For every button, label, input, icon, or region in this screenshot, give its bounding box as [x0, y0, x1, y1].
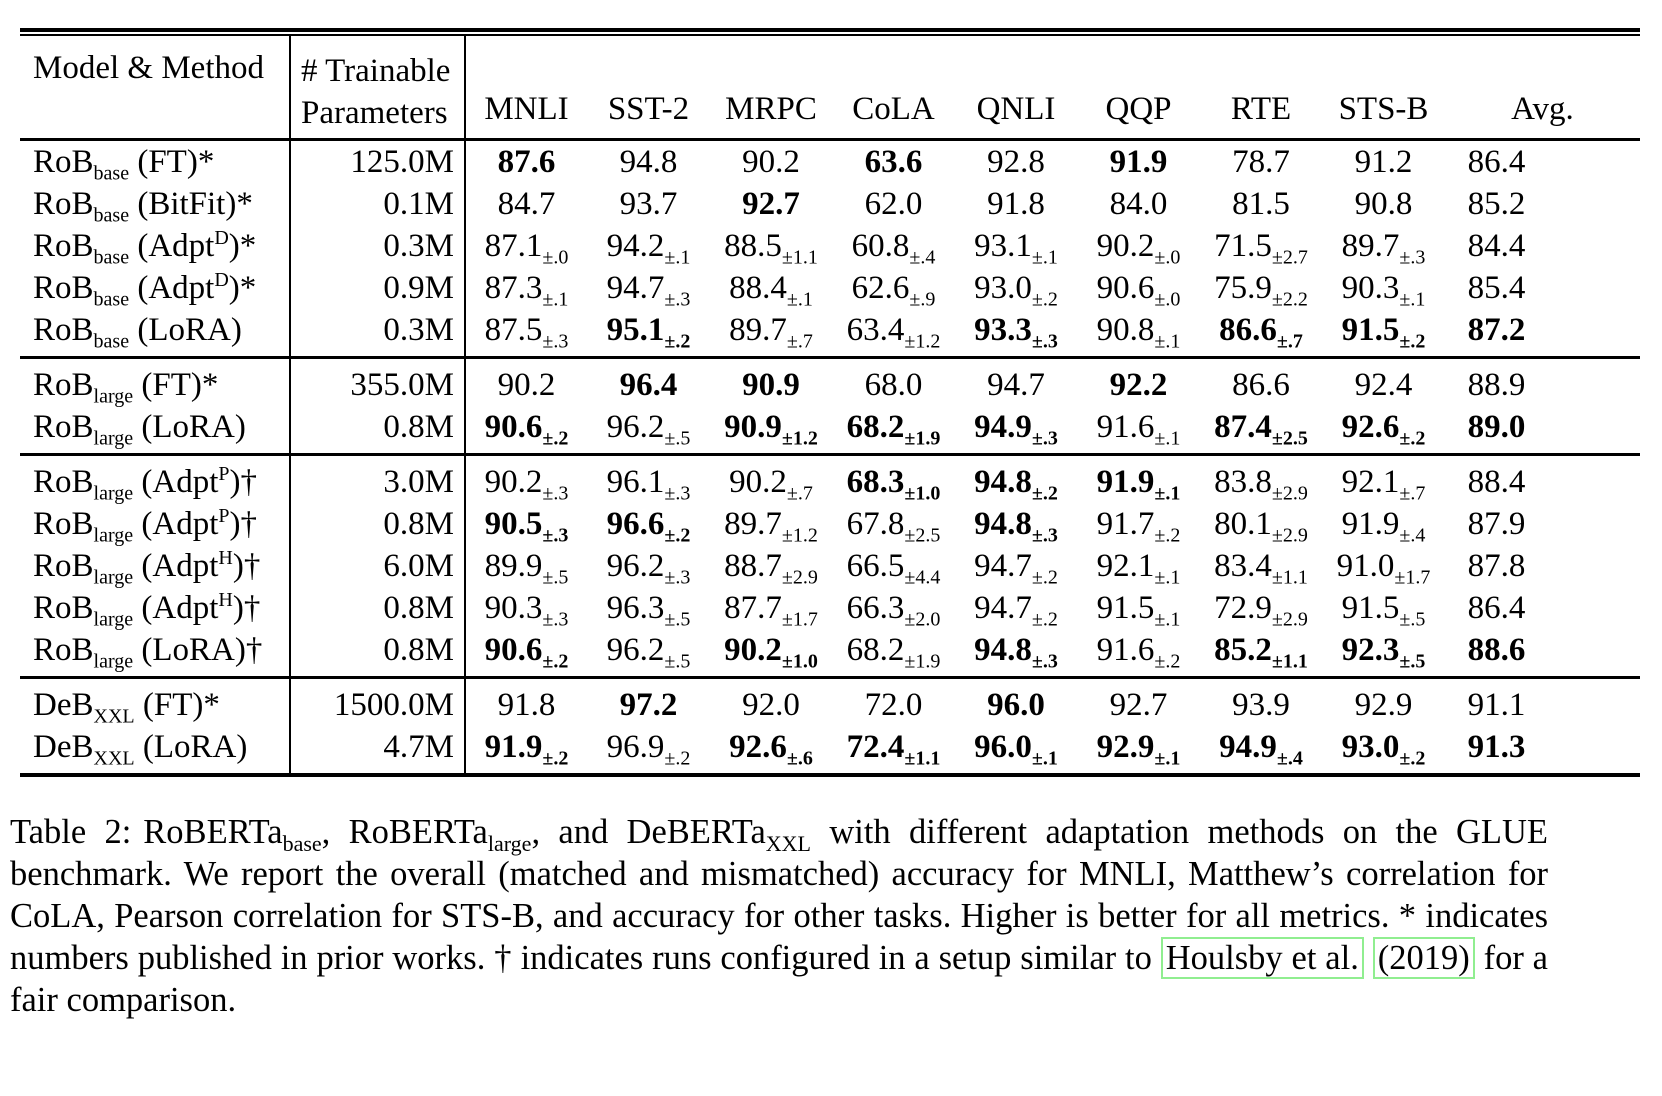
header-row	[20, 36, 1640, 140]
metric-value-cell: $90.8_{\pm.1}$	[1096, 311, 1181, 353]
citation-link-houlsby[interactable]: Houlsby et al.	[1161, 937, 1364, 979]
model-method-cell: RoB$_{large}$ (Adpt$^P$)†	[20, 503, 290, 545]
metric-value-cell: 91.1	[1445, 678, 1640, 727]
metric-value-cell: $93.0_{\pm.2}$	[1341, 728, 1426, 770]
header-metric-qqp: QQP	[1077, 36, 1200, 140]
header-metric-stsb: STS-B	[1322, 36, 1445, 140]
model-method-cell: RoB$_{base}$ (LoRA)	[20, 309, 290, 358]
header-params-line1: # Trainable	[301, 53, 451, 89]
metric-value-cell: $92.6_{\pm.2}$	[1341, 408, 1426, 450]
table-row	[20, 629, 1640, 678]
metric-value-cell: $94.8_{\pm.3}$	[974, 631, 1058, 673]
metric-value-cell: $91.6_{\pm.1}$	[1096, 408, 1181, 450]
metric-value-cell: 92.2	[1077, 358, 1200, 407]
table-row	[20, 267, 1640, 309]
metric-value-cell: $83.4_{\pm 1.1}$	[1214, 547, 1308, 589]
caption-text: for a fair comparison.	[10, 939, 1548, 1019]
metric-value-cell: $89.7_{\pm.3}$	[1341, 227, 1426, 269]
metric-value-cell: $91.6_{\pm.2}$	[1096, 631, 1181, 673]
metric-value-cell: 92.7	[742, 185, 800, 222]
metric-value-cell: $80.1_{\pm 2.9}$	[1214, 505, 1308, 547]
metric-value-cell: $91.9_{\pm.4}$	[1341, 505, 1426, 547]
table-row	[20, 406, 1640, 455]
header-metric-sst2: SST-2	[587, 36, 710, 140]
metric-value-cell: 85.2	[1467, 185, 1526, 222]
metric-value-cell: $91.9_{\pm.2}$	[484, 728, 569, 770]
metric-value-cell: 84.7	[497, 185, 556, 222]
metric-value-cell: $68.2_{\pm 1.9}$	[846, 408, 941, 450]
metric-value-cell: $94.7_{\pm.2}$	[974, 589, 1058, 631]
metric-value-cell: 92.8	[987, 143, 1045, 180]
model-method-cell: RoB$_{base}$ (Adpt$^D$)*	[20, 267, 290, 309]
table-row	[20, 309, 1640, 358]
trainable-params-cell: 0.8M	[290, 503, 465, 545]
metric-value-cell: 89.0	[1467, 408, 1526, 445]
metric-value-cell: $90.9_{\pm 1.2}$	[724, 408, 818, 450]
metric-value-cell: 86.6	[1200, 358, 1322, 407]
model-method-cell: DeB$_{XXL}$ (LoRA)	[20, 726, 290, 775]
metric-value-cell: $96.0_{\pm.1}$	[974, 728, 1058, 770]
model-method-cell: RoB$_{large}$ (Adpt$^P$)†	[20, 455, 290, 504]
citation-link-2019[interactable]: (2019)	[1373, 937, 1475, 979]
metric-value-cell: 72.0	[832, 678, 955, 727]
model-method-cell: RoB$_{large}$ (Adpt$^H$)†	[20, 545, 290, 587]
metric-value-cell: $89.7_{\pm.7}$	[729, 311, 813, 353]
metric-value-cell: 63.6	[864, 143, 923, 180]
metric-value-cell: 92.7	[1077, 678, 1200, 727]
metric-value-cell: 87.6	[497, 143, 556, 180]
header-params-line2: Parameters	[301, 95, 448, 131]
caption-text: with different adaptation methods on the GLUE benchmark. We report the overall (matched and mismatched) accuracy for MNLI, Matthew’s correlation for CoLA, Pearson correlation for STS-B, and accuracy for other tasks. Higher is better for all metrics. * indicates numbers published in prior works. † indicates runs configured in a setup similar to	[10, 813, 1548, 977]
metric-value-cell: $91.5_{\pm.2}$	[1341, 311, 1426, 353]
metric-value-cell: 84.4	[1467, 227, 1526, 264]
metric-value-cell: $96.2_{\pm.3}$	[606, 547, 691, 589]
metric-value-cell: $66.5_{\pm 4.4}$	[846, 547, 941, 589]
model-method-cell: RoB$_{base}$ (FT)*	[20, 140, 290, 184]
metric-value-cell: $71.5_{\pm 2.7}$	[1214, 227, 1308, 269]
trainable-params-cell: 0.8M	[290, 587, 465, 629]
table-caption	[10, 811, 1548, 1021]
metric-value-cell: 90.8	[1354, 185, 1413, 222]
metric-value-cell: $67.8_{\pm 2.5}$	[846, 505, 941, 547]
metric-value-cell: $90.6_{\pm.2}$	[484, 408, 569, 450]
metric-value-cell: $87.1_{\pm.0}$	[484, 227, 569, 269]
metric-value-cell: $72.9_{\pm 2.9}$	[1214, 589, 1308, 631]
metric-value-cell: $63.4_{\pm 1.2}$	[846, 311, 941, 353]
metric-value-cell: 91.2	[1354, 143, 1413, 180]
metric-value-cell: $91.0_{\pm 1.7}$	[1336, 547, 1431, 589]
trainable-params-cell: 0.3M	[290, 225, 465, 267]
metric-value-cell: $68.3_{\pm 1.0}$	[832, 455, 955, 504]
metric-value-cell: $93.3_{\pm.3}$	[974, 311, 1058, 353]
metric-value-cell: 91.9	[1109, 143, 1168, 180]
table-row	[20, 678, 1640, 727]
metric-value-cell: $96.3_{\pm.5}$	[606, 589, 691, 631]
metric-value-cell: $88.4_{\pm.1}$	[729, 269, 813, 311]
model-method-cell: RoB$_{large}$ (FT)*	[20, 358, 290, 407]
table-row	[20, 140, 1640, 184]
metric-value-cell: $93.0_{\pm.2}$	[974, 269, 1058, 311]
model-method-cell: RoB$_{large}$ (LoRA)	[20, 406, 290, 455]
header-metric-qnli: QNLI	[955, 36, 1077, 140]
trainable-params-cell: 4.7M	[290, 726, 465, 775]
metric-value-cell: $60.8_{\pm.4}$	[851, 227, 936, 269]
metric-value-cell: 81.5	[1232, 185, 1290, 222]
table-row	[20, 358, 1640, 407]
model-method-cell: RoB$_{base}$ (BitFit)*	[20, 183, 290, 225]
metric-value-cell: $66.3_{\pm 2.0}$	[846, 589, 941, 631]
metric-value-cell: 96.4	[587, 358, 710, 407]
table-row	[20, 503, 1640, 545]
table-row	[20, 587, 1640, 629]
trainable-params-cell: 3.0M	[290, 455, 465, 504]
model-method-cell: RoB$_{large}$ (LoRA)†	[20, 629, 290, 678]
trainable-params-cell: 355.0M	[290, 358, 465, 407]
metric-value-cell: $90.3_{\pm.1}$	[1341, 269, 1426, 311]
metric-value-cell: $75.9_{\pm 2.2}$	[1214, 269, 1308, 311]
metric-value-cell: $68.2_{\pm 1.9}$	[846, 631, 941, 673]
paper-page	[0, 28, 1662, 1096]
metric-value-cell: 94.7	[955, 358, 1077, 407]
metric-value-cell: $87.7_{\pm 1.7}$	[724, 589, 818, 631]
metric-value-cell: $87.3_{\pm.1}$	[484, 269, 569, 311]
metric-value-cell: 88.4	[1445, 455, 1640, 504]
header-metric-mrpc: MRPC	[710, 36, 832, 140]
metric-value-cell: $92.9_{\pm.1}$	[1096, 728, 1181, 770]
table-row	[20, 183, 1640, 225]
metric-value-cell: $62.6_{\pm.9}$	[851, 269, 936, 311]
metric-value-cell: $91.5_{\pm.5}$	[1341, 589, 1426, 631]
metric-value-cell: 91.3	[1467, 728, 1526, 765]
metric-value-cell: $94.9_{\pm.4}$	[1219, 728, 1303, 770]
metric-value-cell: $87.5_{\pm.3}$	[484, 311, 569, 353]
metric-value-cell: 97.2	[587, 678, 710, 727]
metric-value-cell: 93.9	[1200, 678, 1322, 727]
metric-value-cell: $96.6_{\pm.2}$	[606, 505, 691, 547]
metric-value-cell: 96.0	[955, 678, 1077, 727]
metric-value-cell: $91.5_{\pm.1}$	[1096, 589, 1181, 631]
trainable-params-cell: 0.8M	[290, 406, 465, 455]
metric-value-cell: $91.9_{\pm.1}$	[1077, 455, 1200, 504]
metric-value-cell: $88.7_{\pm 2.9}$	[724, 547, 818, 589]
metric-value-cell: $90.6_{\pm.0}$	[1096, 269, 1181, 311]
metric-value-cell: $92.1_{\pm.7}$	[1322, 455, 1445, 504]
trainable-params-cell: 0.3M	[290, 309, 465, 358]
glue-results-table	[20, 36, 1640, 777]
caption-text: , and DeBERTa	[531, 813, 766, 851]
metric-value-cell: $90.2_{\pm.0}$	[1096, 227, 1181, 269]
metric-value-cell: $94.8_{\pm.2}$	[955, 455, 1077, 504]
header-metric-rte: RTE	[1200, 36, 1322, 140]
metric-value-cell: $96.2_{\pm.5}$	[606, 631, 691, 673]
metric-value-cell: $94.9_{\pm.3}$	[974, 408, 1058, 450]
metric-value-cell: 87.2	[1467, 311, 1526, 348]
metric-value-cell: $88.5_{\pm 1.1}$	[724, 227, 818, 269]
metric-value-cell: 90.2	[742, 143, 800, 180]
metric-value-cell: 85.4	[1467, 269, 1526, 306]
metric-value-cell: $96.1_{\pm.3}$	[587, 455, 710, 504]
metric-value-cell: $94.7_{\pm.2}$	[974, 547, 1058, 589]
metric-value-cell: $95.1_{\pm.2}$	[606, 311, 691, 353]
caption-sub-base: base	[282, 830, 322, 856]
metric-value-cell: 93.7	[619, 185, 678, 222]
metric-value-cell: 86.4	[1467, 589, 1526, 626]
metric-value-cell: 78.7	[1232, 143, 1290, 180]
caption-text: , RoBERTa	[321, 813, 488, 851]
metric-value-cell: $91.7_{\pm.2}$	[1096, 505, 1181, 547]
metric-value-cell: 68.0	[832, 358, 955, 407]
metric-value-cell: $90.2_{\pm.3}$	[465, 455, 587, 504]
caption-sub-large: large	[487, 830, 532, 856]
metric-value-cell: $90.5_{\pm.3}$	[484, 505, 569, 547]
metric-value-cell: $92.1_{\pm.1}$	[1096, 547, 1181, 589]
metric-value-cell: $92.6_{\pm.6}$	[729, 728, 813, 770]
table-row	[20, 455, 1640, 504]
caption-text: RoBERTa	[143, 813, 283, 851]
metric-value-cell: 87.9	[1467, 505, 1526, 542]
metric-value-cell: 84.0	[1109, 185, 1168, 222]
metric-value-cell: 88.6	[1467, 631, 1526, 668]
caption-sub-xxl: XXL	[765, 830, 811, 856]
caption-label: Table 2:	[10, 813, 132, 851]
metric-value-cell: 92.0	[710, 678, 832, 727]
metric-value-cell: $87.4_{\pm 2.5}$	[1214, 408, 1308, 450]
trainable-params-cell: 0.9M	[290, 267, 465, 309]
table-row	[20, 726, 1640, 775]
metric-value-cell: $89.7_{\pm 1.2}$	[724, 505, 818, 547]
metric-value-cell: 92.4	[1322, 358, 1445, 407]
metric-value-cell: $90.2_{\pm 1.0}$	[724, 631, 818, 673]
header-metric-mnli: MNLI	[465, 36, 587, 140]
results-table-block	[20, 28, 1640, 777]
metric-value-cell: $90.6_{\pm.2}$	[484, 631, 569, 673]
trainable-params-cell: 125.0M	[290, 140, 465, 184]
metric-value-cell: $94.2_{\pm.1}$	[606, 227, 691, 269]
metric-value-cell: $72.4_{\pm 1.1}$	[846, 728, 941, 770]
metric-value-cell: 94.8	[619, 143, 678, 180]
header-metric-avg: Avg.	[1445, 36, 1640, 140]
metric-value-cell: $86.6_{\pm.7}$	[1219, 311, 1303, 353]
metric-value-cell: $94.8_{\pm.3}$	[974, 505, 1058, 547]
metric-value-cell: 92.9	[1322, 678, 1445, 727]
trainable-params-cell: 0.1M	[290, 183, 465, 225]
caption-text	[1364, 939, 1373, 977]
metric-value-cell: 91.8	[987, 185, 1045, 222]
header-metric-cola: CoLA	[832, 36, 955, 140]
trainable-params-cell: 1500.0M	[290, 678, 465, 727]
table-top-rule-thick	[20, 28, 1640, 32]
table-row	[20, 225, 1640, 267]
metric-value-cell: $94.7_{\pm.3}$	[606, 269, 691, 311]
metric-value-cell: 91.8	[465, 678, 587, 727]
metric-value-cell: $96.2_{\pm.5}$	[606, 408, 691, 450]
model-method-cell: RoB$_{large}$ (Adpt$^H$)†	[20, 587, 290, 629]
model-method-cell: RoB$_{base}$ (Adpt$^D$)*	[20, 225, 290, 267]
metric-value-cell: 86.4	[1467, 143, 1526, 180]
metric-value-cell: $93.1_{\pm.1}$	[974, 227, 1058, 269]
metric-value-cell: 62.0	[864, 185, 923, 222]
metric-value-cell: $92.3_{\pm.5}$	[1341, 631, 1426, 673]
metric-value-cell: $89.9_{\pm.5}$	[484, 547, 569, 589]
metric-value-cell: 87.8	[1467, 547, 1526, 584]
header-model-method: Model & Method	[20, 36, 290, 140]
model-method-cell: DeB$_{XXL}$ (FT)*	[20, 678, 290, 727]
metric-value-cell: 90.2	[465, 358, 587, 407]
header-trainable-parameters	[290, 36, 465, 140]
trainable-params-cell: 6.0M	[290, 545, 465, 587]
metric-value-cell: 88.9	[1445, 358, 1640, 407]
metric-value-cell: $90.3_{\pm.3}$	[484, 589, 569, 631]
table-row	[20, 545, 1640, 587]
metric-value-cell: $96.9_{\pm.2}$	[606, 728, 691, 770]
metric-value-cell: $83.8_{\pm 2.9}$	[1200, 455, 1322, 504]
metric-value-cell: $90.2_{\pm.7}$	[710, 455, 832, 504]
metric-value-cell: 90.9	[710, 358, 832, 407]
trainable-params-cell: 0.8M	[290, 629, 465, 678]
metric-value-cell: $85.2_{\pm 1.1}$	[1214, 631, 1308, 673]
